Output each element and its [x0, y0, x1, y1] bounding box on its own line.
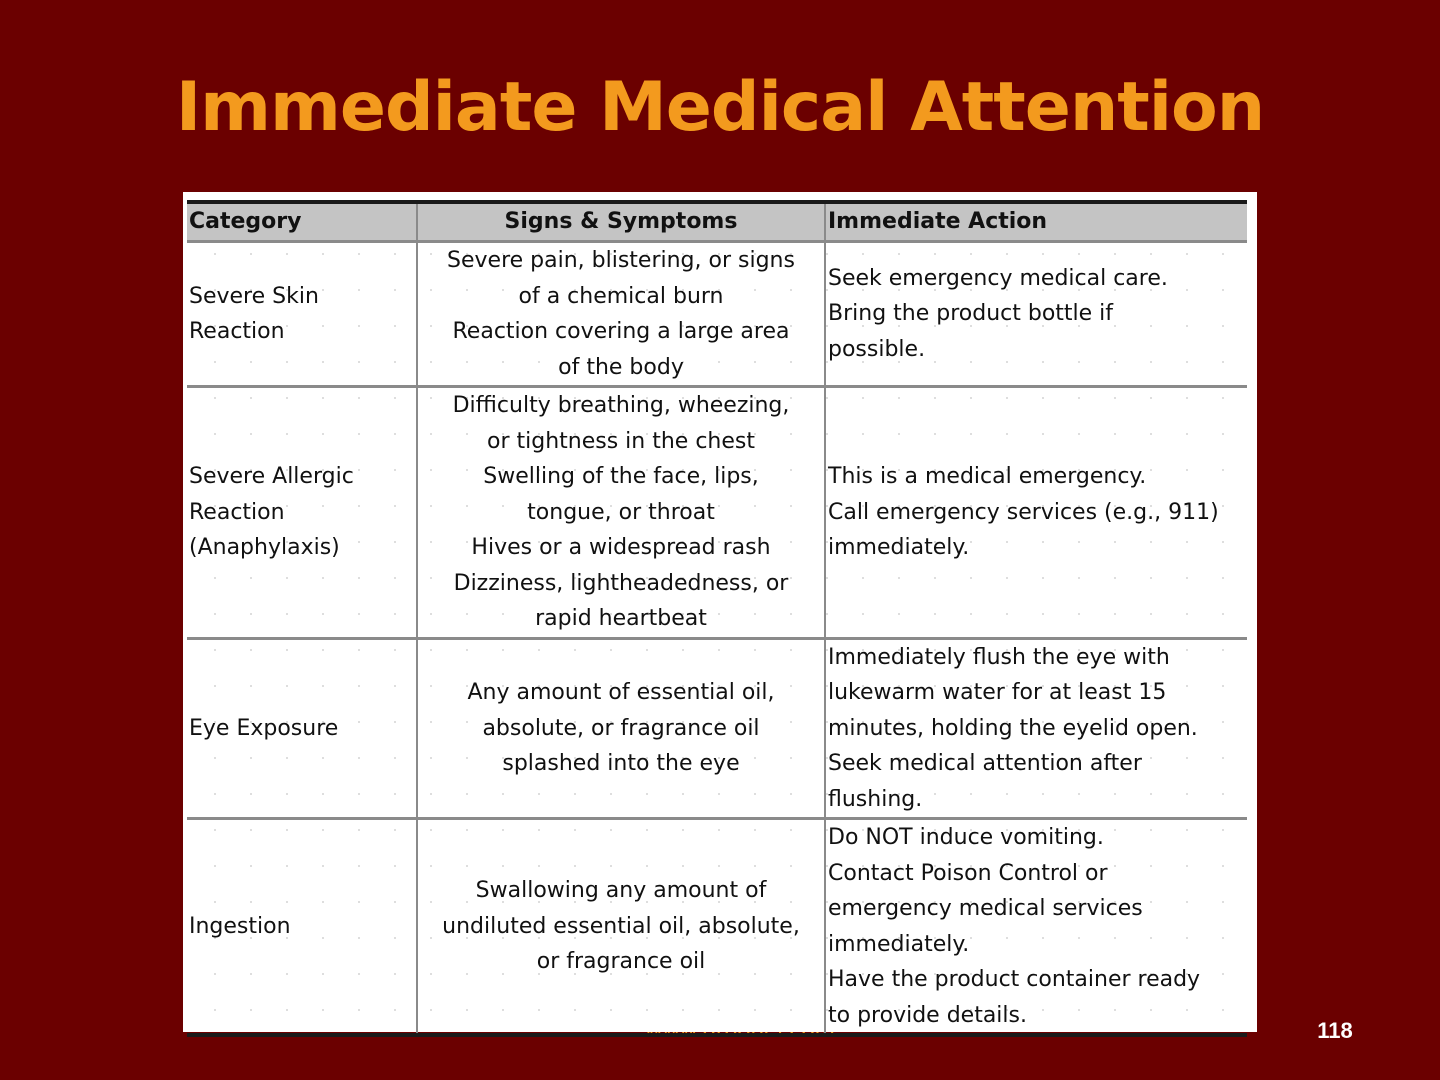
action-cell — [825, 387, 1247, 639]
symptom-line: undiluted essential oil, absolute, — [442, 913, 800, 939]
action-line: possible. — [828, 336, 926, 362]
symptoms-cell — [417, 638, 825, 819]
symptom-line: tongue, or throat — [527, 499, 715, 525]
page-number: 118 — [1317, 1018, 1353, 1043]
medical-attention-table — [187, 200, 1247, 1037]
table-row — [187, 638, 1247, 819]
action-line: immediately. — [828, 931, 970, 957]
category-line: Severe Skin — [189, 283, 319, 309]
category-line: Reaction — [189, 319, 285, 344]
category-cell — [187, 638, 417, 819]
table-row — [187, 242, 1247, 387]
action-line: lukewarm water for at least 15 — [828, 680, 1167, 705]
table-header-row — [187, 202, 1247, 242]
symptom-line: Reaction covering a large area — [452, 319, 790, 344]
header-category: Category — [187, 202, 417, 242]
symptom-line: or tightness in the chest — [487, 428, 755, 454]
header-immediate-action: Immediate Action — [825, 202, 1247, 242]
action-line: Bring the product bottle if — [828, 301, 1114, 327]
action-line: Call emergency services (e.g., 911) — [828, 499, 1219, 525]
category-line: Severe Allergic — [189, 464, 354, 489]
action-line: flushing. — [828, 786, 923, 812]
action-line: Seek emergency medical care. — [828, 265, 1168, 291]
action-line: Have the product container ready — [828, 967, 1201, 992]
category-cell — [187, 242, 417, 387]
category-cell — [187, 387, 417, 639]
symptom-line: or fragrance oil — [536, 949, 706, 975]
action-cell — [825, 638, 1247, 819]
action-cell — [825, 242, 1247, 387]
table-row — [187, 387, 1247, 639]
symptoms-cell — [417, 242, 825, 387]
symptom-line: splashed into the eye — [502, 751, 740, 776]
action-cell — [825, 819, 1247, 1036]
category-cell — [187, 819, 417, 1036]
action-line: immediately. — [828, 535, 970, 560]
symptoms-cell — [417, 819, 825, 1036]
symptom-line: Severe pain, blistering, or signs — [447, 248, 795, 273]
symptom-line: Swelling of the face, lips, — [483, 464, 759, 489]
action-line: Do NOT induce vomiting. — [828, 825, 1104, 850]
symptom-line: absolute, or fragrance oil — [482, 715, 760, 741]
symptoms-cell — [417, 387, 825, 639]
header-signs-symptoms: Signs & Symptoms — [417, 202, 825, 242]
symptom-line: Hives or a widespread rash — [471, 535, 771, 560]
symptom-line: Any amount of essential oil, — [467, 680, 775, 705]
symptom-line: Difficulty breathing, wheezing, — [452, 393, 790, 418]
action-line: Seek medical attention after — [828, 751, 1142, 776]
table-image-panel — [183, 192, 1257, 1032]
action-line: minutes, holding the eyelid open. — [828, 715, 1198, 741]
symptom-line: Swallowing any amount of — [475, 878, 767, 904]
category-line: Ingestion — [189, 913, 291, 939]
symptom-line: Dizziness, lightheadedness, or — [453, 570, 789, 596]
symptom-line: of the body — [558, 354, 684, 380]
category-line: Eye Exposure — [189, 715, 339, 741]
action-line: This is a medical emergency. — [828, 464, 1147, 489]
category-line: Reaction — [189, 499, 285, 525]
category-line: (Anaphylaxis) — [189, 535, 340, 560]
action-line: Contact Poison Control or — [828, 860, 1108, 886]
symptom-line: rapid heartbeat — [535, 606, 707, 631]
action-line: emergency medical services — [828, 896, 1143, 921]
action-line: to provide details. — [828, 1002, 1027, 1028]
action-line: Immediately flush the eye with — [828, 644, 1170, 670]
slide-title: Immediate Medical Attention — [175, 68, 1265, 147]
table-row — [187, 819, 1247, 1036]
symptom-line: of a chemical burn — [518, 283, 724, 309]
